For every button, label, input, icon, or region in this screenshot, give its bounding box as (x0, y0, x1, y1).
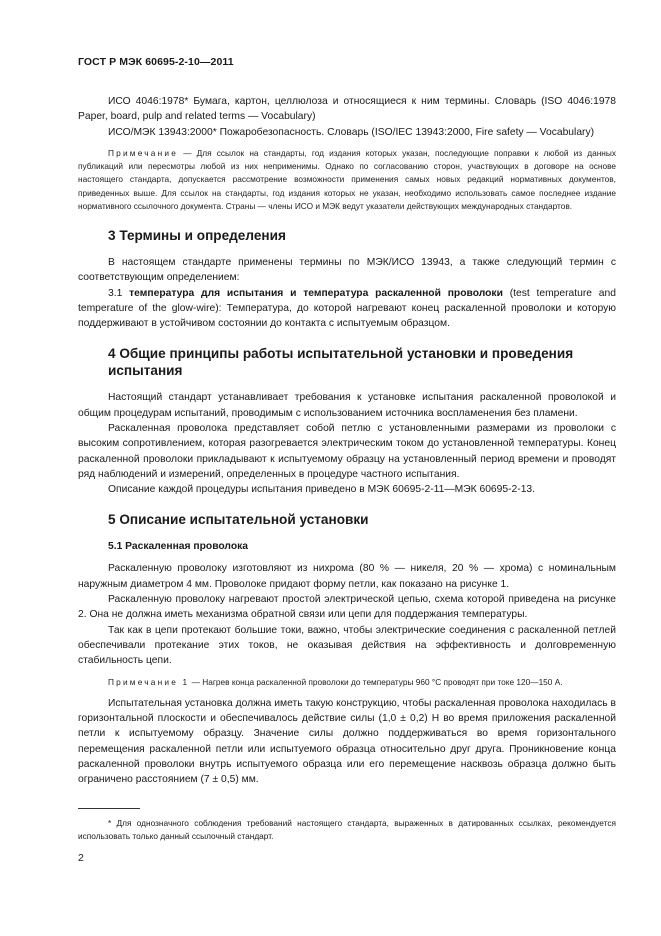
note-1-text: — Нагрев конца раскаленной проволоки до температуры 960 °С проводят при токе 120—150 А. (189, 676, 563, 687)
page-number: 2 (78, 852, 84, 864)
document-page (78, 56, 616, 843)
section-3-intro: В настоящем стандарте применены термины по МЭК/ИСО 13943, а также следующий термин с соответствующим определением: (78, 256, 616, 284)
section-4-title: 4 Общие принципы работы испытательной установки и проведения испытания (108, 346, 574, 379)
term-3-1 (78, 286, 616, 332)
section-5-title: 5 Описание испытательной установки (108, 512, 369, 528)
document-header: ГОСТ Р МЭК 60695-2-10—2011 (78, 56, 234, 68)
section-5-note-1 (78, 676, 616, 689)
section-4-paragraph-2: Раскаленная проволока представляет собой петлю с установленными размерами из проволоки с высоким сопротивлением, которая разогревается электрическим током до установленной температуры. Конец раскаленной проволоки прикладывают к испытуемому образцу на установленный период времени и проводят ряд наблюдений и измерений, определенных в процедуре частного испытания. (78, 422, 616, 480)
note-text: — Для ссылок на стандарты, год издания которых указан, последующие поправки к любой из данных публикаций или пересмотры любой из них неприменимы. Однако по согласованию сторон, участвующих в договоре на основе настоящего стандарта, допускается рассмотрение возможности применения самых новых редакций нормативных документов, приведенных выше. Для ссылок на стандарты, год издания которых не указан, необходимо использовать самое последнее издание нормативного ссылочного документа. Страны — члены ИСО и МЭК ведут указатели действующих международных стандартов. (78, 147, 616, 211)
footnote: * Для однозначного соблюдения требований настоящего стандарта, выраженных в датированных ссылках, рекомендуется использовать только данный ссылочный стандарт. (78, 817, 616, 841)
note-label: Примечание (108, 147, 179, 158)
note-1-label: Примечание 1 (108, 676, 190, 687)
section-5-paragraph-4: Испытательная установка должна иметь такую конструкцию, чтобы раскаленная проволока находилась в горизонтальной плоскости и обеспечивалось действие силы (1,0 ± 0,2) Н во время приложения раскаленной петли к испытуемому образцу. Значение силы должно поддерживаться во время горизонтального перемещения раскаленной петли или испытуемого образца относительно друг друга. Проникновение конца раскаленной проволоки внутрь испытуемого образца или его перемещение насквозь образца должно быть ограничено расстоянием (7 ± 0,5) мм. (78, 697, 616, 786)
term-number: 3.1 (108, 287, 123, 299)
section-5-paragraph-1: Раскаленную проволоку изготовляют из нихрома (80 % — никеля, 20 % — хрома) с номинальным наружным диаметром 4 мм. Проволоке придают форму петли, как показано на рисунке 1. (78, 563, 616, 590)
term-name: температура для испытания и температура раскаленной проволоки (129, 287, 503, 299)
footnote-separator (78, 808, 140, 809)
references-note (78, 147, 616, 213)
reference-iso-4046: ИСО 4046:1978* Бумага, картон, целлюлоза и относящиеся к ним термины. Словарь (ISO 4046:1978 Paper, board, pulp and related terms — Vocabulary) (78, 96, 616, 123)
term-definition: (test temperature and temperature of the glow-wire): Температура, до которой нагревают конец раскаленной проволоки и которую поддерживают в устойчивом состоянии до контакта с испытуемым образцом. (78, 287, 616, 330)
section-5-paragraph-2: Раскаленную проволоку нагревают простой электрической цепью, схема которой приведена на рисунке 2. Она не должна иметь механизма обратной связи или цепи для поддержания температуры. (78, 594, 616, 621)
section-3-title: 3 Термины и определения (108, 227, 286, 243)
section-4-paragraph-3: Описание каждой процедуры испытания приведено в МЭК 60695-2-11—МЭК 60695-2-13. (108, 484, 536, 496)
section-5-paragraph-3: Так как в цепи протекают большие токи, важно, чтобы электрические соединения с раскаленной петлей обеспечивали протекание этих токов, не оказывая действия на эффективность и долговременную стабильность цепи. (78, 624, 616, 667)
reference-iso-13943: ИСО/МЭК 13943:2000* Пожаробезопасность. Словарь (ISO/IEC 13943:2000, Fire safety — Vocabulary) (108, 126, 595, 138)
subsection-5-1-title: 5.1 Раскаленная проволока (108, 541, 249, 553)
section-4-paragraph-1: Настоящий стандарт устанавливает требования к установке испытания раскаленной проволокой и общим процедурам испытаний, проводимым с использованием источника воспламенения без пламени. (78, 392, 616, 419)
